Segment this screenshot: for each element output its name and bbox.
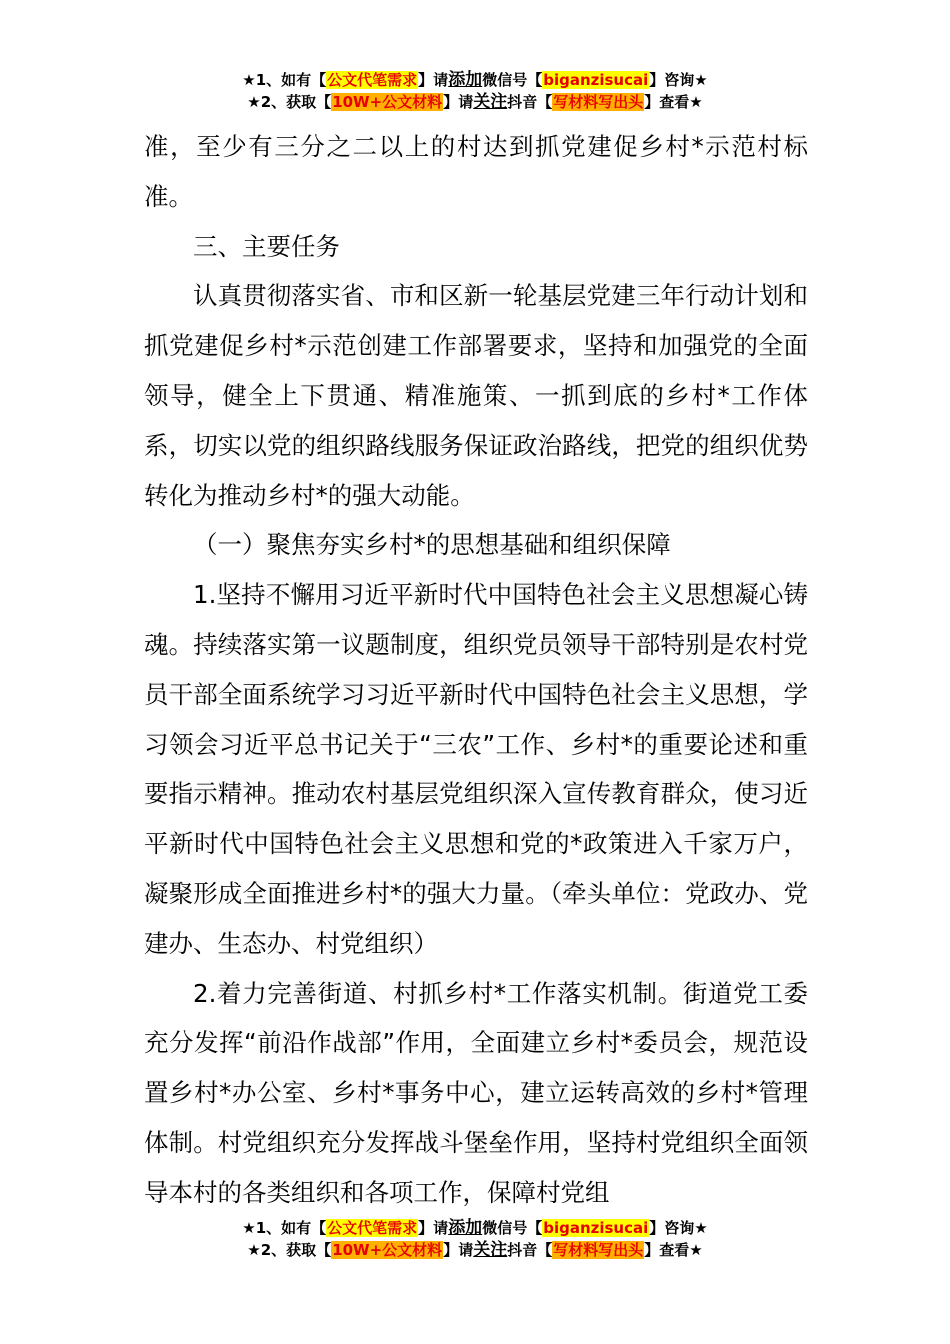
banner-text: 微信号【 (482, 71, 543, 89)
banner-line-2 (0, 1239, 950, 1261)
banner-text: ★2、获取【 (247, 93, 332, 111)
highlight-douyin-account: 写材料写出头 (553, 1241, 644, 1259)
document-body (144, 122, 808, 1218)
banner-text: 】请 (443, 93, 474, 111)
banner-text: 】咨询★ (649, 71, 708, 89)
banner-line-2 (0, 91, 950, 113)
highlight-douyin-account: 写材料写出头 (553, 93, 644, 111)
banner-text: 】请 (418, 71, 449, 89)
highlight-wechat-id: biganzisucai (543, 71, 649, 89)
highlight-ghostwriting: 公文代笔需求 (327, 1219, 418, 1237)
highlight-wechat-id: biganzisucai (543, 1219, 649, 1237)
paragraph-item-2: 2.着力完善街道、村抓乡村*工作落实机制。街道党工委充分发挥“前沿作战部”作用，全面建立乡村*委员会，规范设置乡村*办公室、乡村*事务中心，建立运转高效的乡村*管理体制。村党组织充分发挥战斗堡垒作用，坚持村党组织全面领导本村的各类组织和各项工作，保障村党组 (144, 978, 808, 1207)
banner-text: ★1、如有【 (242, 1219, 327, 1237)
header-banner (0, 69, 950, 113)
banner-text: 】查看★ (644, 1241, 703, 1259)
paragraph-continuation: 准，至少有三分之二以上的村达到抓党建促乡村*示范村标准。 (144, 132, 808, 211)
banner-underline-add: 添加 (448, 1218, 483, 1238)
banner-text: ★2、获取【 (247, 1241, 332, 1259)
section-heading-main-tasks: 三、主要任务 (193, 231, 340, 261)
highlight-materials: 10W+公文材料 (332, 93, 443, 111)
subsection-heading-1: （一）聚焦夯实乡村*的思想基础和组织保障 (193, 530, 671, 560)
banner-text: 抖音【 (507, 93, 553, 111)
highlight-ghostwriting: 公文代笔需求 (327, 71, 418, 89)
banner-underline-add: 添加 (448, 70, 483, 90)
banner-underline-follow: 关注 (473, 1240, 508, 1260)
banner-text: 抖音【 (507, 1241, 553, 1259)
paragraph-overview: 认真贯彻落实省、市和区新一轮基层党建三年行动计划和抓党建促乡村*示范创建工作部署要求，坚持和加强党的全面领导，健全上下贯通、精准施策、一抓到底的乡村*工作体系，切实以党的组织路线服务保证政治路线，把党的组织优势转化为推动乡村*的强大动能。 (144, 281, 808, 510)
banner-text: 】请 (418, 1219, 449, 1237)
banner-underline-follow: 关注 (473, 92, 508, 112)
banner-line-1 (0, 69, 950, 91)
banner-text: ★1、如有【 (242, 71, 327, 89)
paragraph-item-1: 1.坚持不懈用习近平新时代中国特色社会主义思想凝心铸魂。持续落实第一议题制度，组织党员领导干部特别是农村党员干部全面系统学习习近平新时代中国特色社会主义思想，学习领会习近平总书记关于“三农”工作、乡村*的重要论述和重要指示精神。推动农村基层党组织深入宣传教育群众，使习近平新时代中国特色社会主义思想和党的*政策进入千家万户，凝聚形成全面推进乡村*的强大力量。（牵头单位：党政办、党建办、生态办、村党组织） (144, 580, 808, 958)
banner-text: 】咨询★ (649, 1219, 708, 1237)
banner-text: 】查看★ (644, 93, 703, 111)
banner-line-1 (0, 1217, 950, 1239)
highlight-materials: 10W+公文材料 (332, 1241, 443, 1259)
footer-banner (0, 1217, 950, 1261)
banner-text: 微信号【 (482, 1219, 543, 1237)
banner-text: 】请 (443, 1241, 474, 1259)
